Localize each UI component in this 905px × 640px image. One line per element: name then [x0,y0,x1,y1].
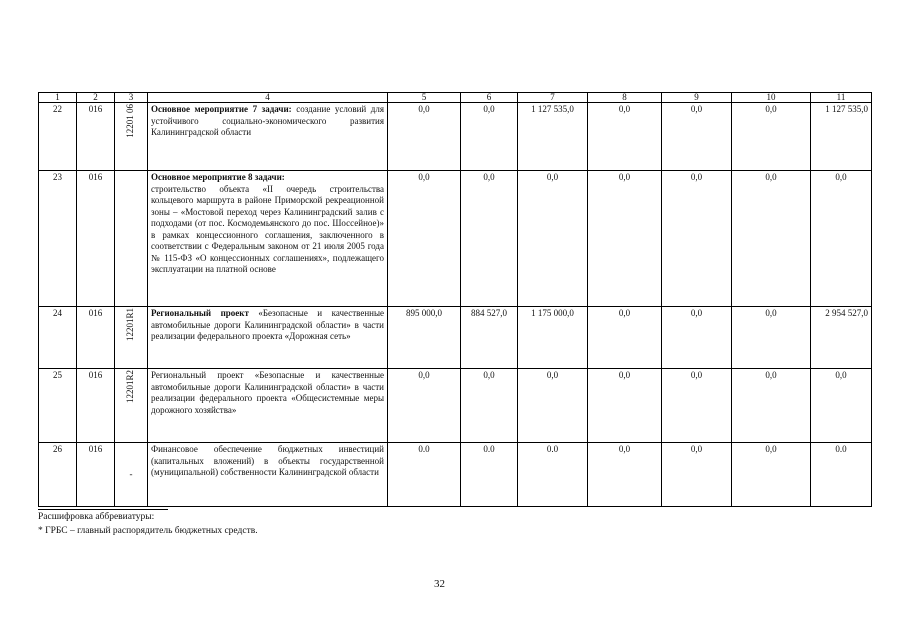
program-code [115,103,148,171]
footnote-heading: Расшифровка аббревиатуры: [38,512,155,522]
measure-text: создание условий для устойчивого социально-экономического развития Калининградской области [151,104,384,137]
value-cell: 0,0 [518,171,588,307]
value-cell: 1 127 535,0 [518,103,588,171]
column-header: 7 [518,93,588,103]
measure-text: «Безопасные и качественные автомобильные дороги Калининградской области» в части реализации федерального проекта «Дорожная сеть» [151,308,384,341]
column-header: 2 [77,93,115,103]
program-code-text: 12201 06 [125,104,136,138]
table-header-row [39,93,872,103]
value-cell: 0,0 [588,171,662,307]
grbs-code: 016 [77,369,115,443]
table-row [39,307,872,369]
program-code [115,369,148,443]
budget-table [38,92,872,507]
measure-text: Региональный проект «Безопасные и качественные автомобильные дороги Калининградской области» в части реализации федерального проекта «Общесистемные меры дорожного хозяйства» [151,370,384,415]
value-cell: 0,0 [588,443,662,507]
value-cell: 0,0 [388,171,461,307]
row-number: 26 [39,443,77,507]
program-code [115,171,148,307]
value-cell: 0,0 [588,103,662,171]
value-cell: 0,0 [732,171,811,307]
measure-description [148,171,388,307]
value-cell: 0.0 [518,443,588,507]
value-cell: 0,0 [461,369,518,443]
program-code [115,443,148,507]
value-cell: 0,0 [811,171,872,307]
row-number: 22 [39,103,77,171]
value-cell: 0,0 [662,171,732,307]
grbs-code: 016 [77,103,115,171]
grbs-code: 016 [77,443,115,507]
program-code-text: 12201R1 [125,308,136,342]
value-cell: 884 527,0 [461,307,518,369]
column-header: 3 [115,93,148,103]
table-row [39,369,872,443]
value-cell: 0,0 [662,103,732,171]
value-cell: 0,0 [518,369,588,443]
column-header: 1 [39,93,77,103]
column-header: 5 [388,93,461,103]
measure-description [148,103,388,171]
value-cell: 0,0 [732,307,811,369]
column-header: 11 [811,93,872,103]
measure-description [148,369,388,443]
column-header: 6 [461,93,518,103]
value-cell: 0,0 [732,369,811,443]
grbs-code: 016 [77,171,115,307]
program-code [115,307,148,369]
column-header: 9 [662,93,732,103]
measure-description [148,443,388,507]
column-header: 8 [588,93,662,103]
measure-description [148,307,388,369]
row-number: 25 [39,369,77,443]
row-number: 23 [39,171,77,307]
measure-title: Основное мероприятие 8 задачи: [151,172,285,182]
value-cell: 0,0 [811,369,872,443]
table-row [39,443,872,507]
value-cell: 895 000,0 [388,307,461,369]
value-cell: 0,0 [662,307,732,369]
table-row [39,171,872,307]
column-header: 10 [732,93,811,103]
value-cell: 0.0 [811,443,872,507]
value-cell: 0,0 [662,443,732,507]
page-number: 32 [434,578,445,590]
column-header: 4 [148,93,388,103]
value-cell: 1 127 535,0 [811,103,872,171]
footnote-divider [38,509,168,510]
value-cell: 0,0 [388,103,461,171]
value-cell: 0,0 [461,103,518,171]
value-cell: 0.0 [388,443,461,507]
value-cell: 0,0 [588,369,662,443]
grbs-code: 016 [77,307,115,369]
value-cell: 0,0 [732,103,811,171]
value-cell: 1 175 000,0 [518,307,588,369]
value-cell: 0,0 [461,171,518,307]
row-number: 24 [39,307,77,369]
measure-title: Основное мероприятие 7 задачи: [151,104,292,114]
measure-text: строительство объекта «II очередь строительства кольцевого маршрута в районе Приморской рекреационной зоны – «Мостовой переход через Калининградский залив с подходами (от пос. Космодемьянского до пос. Шоссейное)» в рамках концессионного соглашения, заключенного в соответствии с Федеральным законом от 21 июля 2005 года № 115-ФЗ «О концессионных соглашениях», подлежащего эксплуатации на платной основе [151,183,384,274]
footnote-text: * ГРБС – главный распорядитель бюджетных средств. [38,526,258,536]
program-code-text: 12201R2 [125,370,136,404]
table-row [39,103,872,171]
value-cell: 0,0 [732,443,811,507]
program-code-text: - [129,468,133,479]
value-cell: 0.0 [461,443,518,507]
value-cell: 2 954 527,0 [811,307,872,369]
value-cell: 0,0 [662,369,732,443]
measure-text: Финансовое обеспечение бюджетных инвестиций (капитальных вложений) в объекты государственной (муниципальной) собственности Калининградской области [151,444,384,477]
value-cell: 0,0 [388,369,461,443]
measure-title: Региональный проект [151,308,249,318]
value-cell: 0,0 [588,307,662,369]
